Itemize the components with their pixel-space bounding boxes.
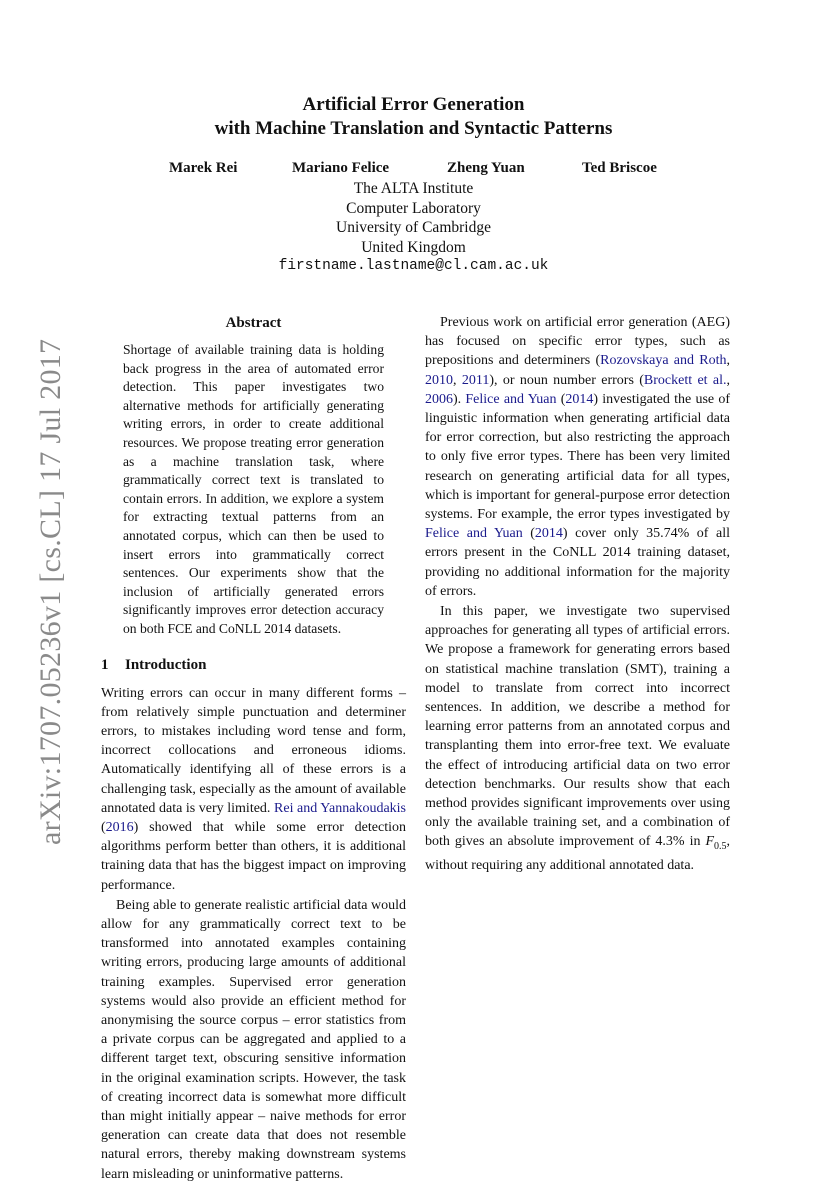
citation-link[interactable]: Rei and Yannakoudakis [274,800,406,816]
affiliation-line: Computer Laboratory [346,199,481,217]
citation-year-link[interactable]: 2016 [105,819,134,835]
section-heading [101,655,406,675]
affiliation-line: The ALTA Institute [353,180,474,197]
citation-year-link[interactable]: 2014 [565,391,594,407]
intro-paragraph-3: Previous work on artificial error generation (AEG) has focused on specific error types, such as prepositions and determiners (Rozovskaya and Roth, 2010, 2011), or noun number errors (Brockett et al., 2006). Felice and Yuan (2014) investigated the use of linguistic information when generating artificial data for error correction, but also restricting the approach to only five error types. There has been very limited research on generating artificial data for all types, which is important for general-purpose error detection systems. For example, the error types investigated by Felice and Yuan (2014) cover only 35.74% of all errors present in the CoNLL 2014 training dataset, providing no additional information for the majority of errors. [425,315,731,599]
intro-paragraph-4 [425,602,730,876]
text-run: Writing errors can occur in many different forms – from relatively simple punctuation and determiner errors, to mistakes including word tense and form, incorrect collocations and erroneous idioms. Automatically identifying all of these errors is a challenging task, especially as the amount of available annotated data is very limited. [101,685,406,816]
section-number: 1 [101,656,109,673]
abstract-text: Shortage of available training data is holding back progress in the area of automated error detection. This paper investigates two alternative methods for artificially generating writing errors, in order to create additional resources. We propose treating error generation as a machine translation task, where grammatically correct text is translated to contain errors. In addition, we explore a system for extracting textual patterns from an annotated corpus, which can then be used to insert errors into grammatically correct sentences. Our experiments show that the inclusion of artificially generated errors significantly improves error detection accuracy on both FCE and CoNLL 2014 datasets. [123,342,384,636]
affiliation-line: United Kingdom [361,238,466,256]
citation-year-link[interactable]: 2010 [425,372,453,388]
paper-title [0,93,827,141]
citation-link[interactable]: Felice and Yuan [465,391,557,407]
citation-link[interactable]: Brockett et al. [643,372,727,388]
citation-link[interactable]: Rozovskaya and Roth [600,353,727,369]
intro-paragraph-1: Writing errors can occur in many different forms – from relatively simple punctuation and determiner errors, to mistakes including word tense and form, incorrect collocations and erroneous idioms. Automatically identifying all of these errors is a challenging task, especially as the amount of available annotated data is very limited. Rei and Yannakoudakis (2016) showed that while some error detection algorithms perform better than others, it is additional training data that has the biggest impact on improving performance. [101,685,406,893]
abstract-heading: Abstract [225,315,282,331]
citation-year-link[interactable]: 2006 [425,391,453,407]
text-run: investigated the use of linguistic information when generating artificial data for error correction, but also restricting the approach to only five error types. There has been very limited research on generating artificial data for all types, which is important for general-purpose error detection systems. For example, the error types investigated by [425,391,730,523]
text-run: showed that while some error detection algorithms perform better than others, it is additional training data that has the biggest impact on improving performance. [101,819,406,893]
section-title: Introduction [125,656,207,673]
author-list [0,160,827,180]
author-name: Zheng Yuan [447,160,525,176]
text-run: ), or noun number errors ( [489,372,644,388]
arxiv-identifier: arXiv:1707.05236v1 [cs.CL] 17 Jul 2017 [34,338,67,845]
author-email: firstname.lastname@cl.cam.ac.uk [278,258,549,274]
title-line-1: Artificial Error Generation [302,94,525,115]
citation-year-link[interactable]: 2014 [534,526,563,542]
citation-year-link[interactable]: 2011 [461,372,490,388]
author-name: Marek Rei [169,160,238,176]
text-run: In this paper, we investigate two supervised approaches for generating all types of artificial errors. We propose a framework for generating errors based on statistical machine translation (SMT), training a model to translate from correct into incorrect sentences. In addition, we describe a method for learning error patterns from an annotated corpus and transplanting them into error-free text. We evaluate the effect of introducing artificial data on two error detection benchmarks. Our results show that each method provides significant improvements over using only the available training set, and a combination of both gives an absolute improvement of 4.3% in [425,604,730,850]
author-name: Ted Briscoe [582,160,657,176]
right-column [425,313,730,876]
text-run: , without requiring any additional annotated data. [425,834,730,874]
text-run: ). [453,391,466,407]
citation-link[interactable]: Felice and Yuan [425,526,523,542]
metric-subscript: 0.5 [714,841,727,853]
left-column [101,313,406,1184]
metric-symbol: F [705,834,714,850]
affiliation-line: University of Cambridge [336,219,491,236]
title-line-2: with Machine Translation and Syntactic Patterns [214,118,613,139]
intro-paragraph-2: Being able to generate realistic artificial data would allow for any grammatically correct text to be transformed into annotated examples containing writing errors, producing large amounts of additional training examples. Supervised error generation systems would also provide an efficient method for anonymising the source corpus – error statistics from a private corpus can be aggregated and applied to a different target text, obscuring sensitive information in the original examination scripts. However, the task of creating incorrect data is somewhat more difficult than might initially appear – naive methods for error generation can create data that does not resemble natural errors, thereby making downstream systems learn misleading or uninformative patterns. [101,897,406,1182]
text-run: cover only 35.74% of all errors present in the CoNLL 2014 training dataset, providing no additional information for the majority of errors. [425,526,730,599]
affiliation-block [0,179,827,277]
author-name: Mariano Felice [292,160,390,176]
text-run: Previous work on artificial error generation (AEG) has focused on specific error types, such as prepositions and determiners ( [425,315,730,369]
